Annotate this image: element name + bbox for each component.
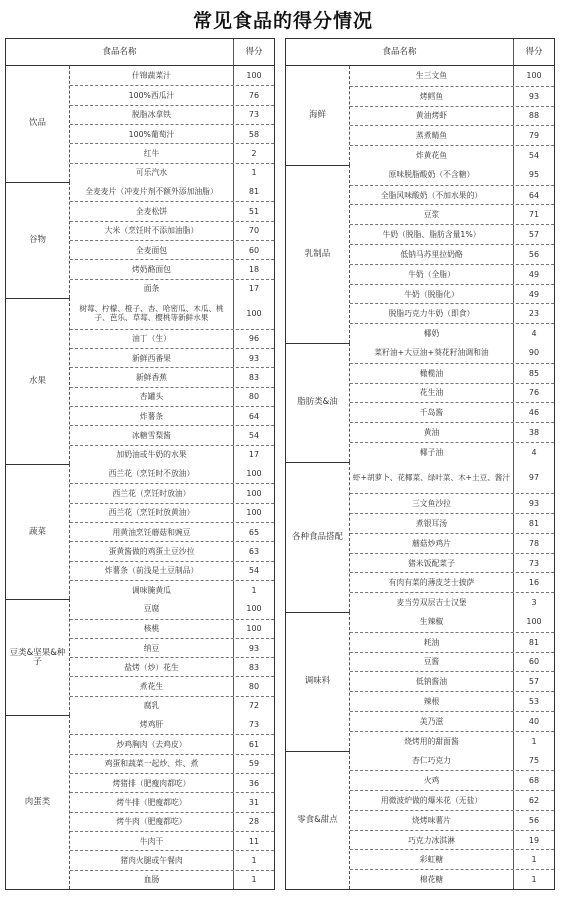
food-name-cell: 辣根 [350, 692, 514, 711]
score-cell: 85 [528, 368, 540, 378]
score-cell: 75 [528, 755, 540, 765]
table-row [70, 85, 274, 104]
score-cell: 59 [248, 759, 260, 769]
food-name-cell: 蘑菇炒鸡片 [350, 534, 514, 553]
table-row [350, 402, 554, 422]
food-name-cell: 用黄油烹饪蘑菇和豌豆 [70, 523, 234, 541]
table-row [350, 652, 554, 672]
score-cell: 71 [528, 210, 540, 220]
food-name-cell: 大米（烹饪时不添加油脂） [70, 222, 234, 240]
score-cell: 73 [248, 720, 260, 730]
food-name-cell: 纳豆 [70, 639, 234, 657]
score-cell: 23 [528, 309, 540, 319]
score-cell: 72 [248, 701, 260, 711]
food-name-cell: 烤鳕鱼 [350, 87, 514, 106]
table-row [350, 592, 554, 612]
food-name-cell: 冰糖雪梨酱 [70, 426, 234, 444]
table-row [350, 343, 554, 363]
table-row [350, 284, 554, 304]
table-row [70, 657, 274, 676]
score-cell: 81 [528, 637, 540, 647]
table-row [70, 812, 274, 831]
score-cell: 93 [528, 499, 540, 509]
table-row [70, 734, 274, 753]
category-label: 饮品 [6, 66, 70, 182]
score-cell: 93 [248, 353, 260, 363]
food-name-cell: 低钠马苏里拉奶酪 [350, 245, 514, 264]
score-cell: 57 [528, 230, 540, 240]
right-score-table [285, 38, 555, 890]
score-cell: 18 [248, 264, 260, 274]
score-cell: 1 [531, 736, 537, 746]
table-row [70, 483, 274, 502]
table-row [350, 165, 554, 185]
food-name-cell: 100%西瓜汁 [70, 86, 234, 104]
table-row [350, 513, 554, 533]
food-name-cell: 花生油 [350, 384, 514, 403]
food-name-cell: 煮银耳汤 [350, 514, 514, 533]
food-name-cell: 新鲜西番果 [70, 349, 234, 367]
food-name-cell: 面条 [70, 280, 234, 298]
category-label: 肉蛋类 [6, 715, 70, 889]
score-cell: 73 [528, 558, 540, 568]
score-cell: 81 [528, 519, 540, 528]
score-cell: 76 [248, 90, 260, 100]
score-cell: 78 [528, 538, 540, 548]
food-name-cell: 菜籽油+大豆油+葵花籽油调和油 [350, 343, 514, 363]
score-cell: 51 [248, 206, 260, 216]
table-row [70, 715, 274, 734]
table-row [70, 221, 274, 240]
food-name-cell: 低钠酱油 [350, 672, 514, 691]
food-name-cell: 烤牛排（肥瘦都吃） [70, 793, 234, 811]
score-cell: 31 [248, 798, 260, 808]
table-row [350, 323, 554, 343]
score-cell: 61 [248, 740, 260, 750]
food-name-cell: 彩虹糖 [350, 850, 514, 869]
food-name-cell: 杏仁巧克力 [350, 751, 514, 771]
food-name-cell: 棉花糖 [350, 870, 514, 889]
category-label: 调味料 [286, 612, 350, 750]
category-label: 蔬菜 [6, 464, 70, 599]
food-name-cell: 核桃 [70, 620, 234, 638]
score-cell: 100 [246, 488, 262, 498]
table-row [70, 638, 274, 657]
score-cell: 1 [531, 875, 537, 885]
table-row [70, 696, 274, 715]
table-row [70, 445, 274, 464]
food-name-cell: 黄油烤虾 [350, 107, 514, 126]
left-score-table [5, 38, 275, 890]
table-row [350, 86, 554, 106]
table-row [350, 363, 554, 383]
table-row [70, 676, 274, 695]
food-name-cell: 橄榄油 [350, 364, 514, 383]
score-cell: 83 [248, 662, 260, 672]
score-cell: 1 [251, 856, 257, 866]
table-row [350, 830, 554, 850]
category-label: 各种食品搭配 [286, 462, 350, 612]
table-row [70, 348, 274, 367]
food-name-cell: 火鸡 [350, 771, 514, 790]
food-name-cell: 炸薯条（前浅是土豆制品） [70, 562, 234, 580]
table-row [350, 303, 554, 323]
table-row [350, 553, 554, 573]
category-label: 豆类&坚果&种子 [6, 599, 70, 715]
food-name-cell: 烤鸡肝 [70, 715, 234, 734]
table-row [70, 831, 274, 850]
table-row [70, 541, 274, 560]
food-name-cell: 树莓、柠檬、橙子、杏、哈密瓜、木瓜、桃子、芭乐、草莓、樱桃等新鲜水果 [70, 298, 234, 329]
score-cell: 76 [528, 388, 540, 398]
food-name-cell: 脱脂冰拿铁 [70, 106, 234, 124]
table-row [350, 493, 554, 513]
table-row [350, 632, 554, 652]
food-name-cell: 千岛酱 [350, 403, 514, 422]
table-row [350, 770, 554, 790]
header-food-name: 食品名称 [6, 39, 234, 65]
food-name-cell: 美乃滋 [350, 712, 514, 731]
table-row [70, 503, 274, 522]
food-name-cell: 鸡蛋和蔬菜一起炒、炸、煮 [70, 755, 234, 773]
table-row [70, 792, 274, 811]
table-row [350, 224, 554, 244]
food-name-cell: 牛奶（全脂） [350, 265, 514, 284]
table-row [350, 125, 554, 145]
food-name-cell: 炸薯条 [70, 407, 234, 425]
food-name-cell: 豆腐 [70, 599, 234, 618]
score-cell: 54 [528, 151, 540, 161]
score-cell: 1 [251, 875, 257, 885]
score-cell: 1 [251, 585, 257, 595]
table-row [350, 572, 554, 592]
food-name-cell: 全脂风味酸奶（不加水果的） [350, 186, 514, 205]
score-cell: 53 [528, 697, 540, 707]
table-row [70, 425, 274, 444]
table-row [350, 422, 554, 442]
food-name-cell: 盐烤（炒）花生 [70, 658, 234, 676]
score-cell: 80 [248, 392, 260, 402]
table-row [70, 143, 274, 162]
score-cell: 100 [526, 617, 542, 627]
score-cell: 83 [248, 373, 260, 383]
food-name-cell: 黄油 [350, 423, 514, 442]
score-cell: 100 [246, 71, 262, 81]
food-name-cell: 油丁（生） [70, 330, 234, 348]
score-cell: 70 [248, 226, 260, 236]
food-name-cell: 生辣椒 [350, 612, 514, 632]
table-row [70, 201, 274, 220]
table-row [70, 124, 274, 143]
score-cell: 54 [248, 430, 260, 440]
category-label: 海鲜 [286, 66, 350, 165]
category-label: 谷物 [6, 182, 70, 298]
table-row [70, 329, 274, 348]
table-row [350, 711, 554, 731]
score-cell: 49 [528, 269, 540, 279]
table-row [70, 279, 274, 298]
table-row [350, 671, 554, 691]
food-name-cell: 烤牛肉（肥瘦都吃） [70, 813, 234, 831]
table-row [70, 406, 274, 425]
score-cell: 73 [248, 110, 260, 120]
food-name-cell: 100%葡萄汁 [70, 125, 234, 143]
table-row [70, 850, 274, 869]
food-name-cell: 炸黄花鱼 [350, 146, 514, 165]
score-cell: 88 [528, 111, 540, 121]
table-row [350, 790, 554, 810]
score-cell: 96 [248, 334, 260, 344]
food-name-cell: 耗油 [350, 633, 514, 652]
header-score: 得分 [245, 46, 263, 57]
table-row [350, 185, 554, 205]
table-row [70, 773, 274, 792]
table-row [70, 387, 274, 406]
table-row [350, 849, 554, 869]
score-cell: 68 [528, 776, 540, 786]
table-row [350, 383, 554, 403]
score-cell: 49 [528, 289, 540, 299]
food-name-cell: 脱脂巧克力牛奶（即食） [350, 304, 514, 323]
food-name-cell: 西兰花（烹饪时放油） [70, 484, 234, 502]
table-row [350, 442, 554, 462]
table-row [350, 533, 554, 553]
score-cell: 60 [248, 245, 260, 255]
table-row [350, 244, 554, 264]
table-row [350, 106, 554, 126]
food-name-cell: 煮花生 [70, 677, 234, 695]
food-name-cell: 虾+胡萝卜、花椰菜、绿叶菜、木+土豆、酱汁 [350, 462, 514, 494]
score-cell: 58 [248, 129, 260, 139]
score-cell: 81 [248, 187, 260, 197]
table-row [70, 298, 274, 329]
table-row [70, 163, 274, 182]
food-name-cell: 用微波炉做的爆米花（无盐） [350, 791, 514, 810]
table-row [70, 240, 274, 259]
score-cell: 16 [528, 578, 540, 588]
score-cell: 80 [248, 682, 260, 692]
food-name-cell: 全麦松饼 [70, 202, 234, 220]
food-name-cell: 有肉有菜的薄皮芝士披萨 [350, 573, 514, 592]
score-cell: 17 [248, 284, 260, 294]
food-name-cell: 麦当劳双层吉士汉堡 [350, 593, 514, 612]
table-row [350, 869, 554, 889]
food-name-cell: 牛奶（脱脂、脂肪含量1%） [350, 225, 514, 244]
score-cell: 100 [246, 604, 262, 614]
table-row [350, 612, 554, 632]
food-name-cell: 蛋黄酱做的鸡蛋土豆沙拉 [70, 542, 234, 560]
category-label: 零食&甜点 [286, 751, 350, 889]
food-name-cell: 西兰花（烹饪时不放油） [70, 464, 234, 483]
page-title: 常见食品的得分情况 [192, 10, 373, 32]
food-name-cell: 牛肉干 [70, 832, 234, 850]
score-cell: 4 [531, 329, 537, 339]
score-cell: 56 [528, 249, 540, 259]
table-row [350, 66, 554, 86]
food-name-cell: 猪米饭配菜子 [350, 554, 514, 573]
table-row [350, 751, 554, 771]
food-name-cell: 烧烤味薯片 [350, 811, 514, 830]
score-cell: 17 [248, 450, 260, 460]
score-cell: 1 [251, 168, 257, 178]
score-cell: 93 [248, 643, 260, 653]
score-cell: 100 [246, 469, 262, 479]
food-name-cell: 烧烤用的甜面酱 [350, 732, 514, 751]
table-row [70, 599, 274, 618]
score-cell: 64 [248, 411, 260, 421]
score-cell: 28 [248, 817, 260, 827]
score-cell: 3 [531, 598, 537, 608]
food-name-cell: 血肠 [70, 871, 234, 889]
score-cell: 40 [528, 716, 540, 726]
food-name-cell: 炒鸡胸肉（去鸡皮） [70, 735, 234, 753]
food-name-cell: 全麦麦片（冲麦片剂不额外添加油脂） [70, 182, 234, 201]
table-row [70, 259, 274, 278]
table-row [70, 754, 274, 773]
food-name-cell: 腐乳 [70, 697, 234, 715]
score-cell: 57 [528, 677, 540, 687]
food-name-cell: 巧克力冰淇淋 [350, 831, 514, 850]
score-cell: 93 [528, 91, 540, 101]
table-row [350, 264, 554, 284]
score-cell: 90 [528, 348, 540, 358]
table-header [286, 39, 554, 66]
score-cell: 1 [531, 855, 537, 865]
table-row [70, 66, 274, 85]
food-name-cell: 全麦面包 [70, 241, 234, 259]
score-cell: 97 [528, 472, 540, 482]
food-name-cell: 加奶油或牛奶的水果 [70, 446, 234, 464]
food-name-cell: 调味腌黄瓜 [70, 581, 234, 599]
table-row [70, 870, 274, 889]
score-cell: 100 [246, 624, 262, 634]
score-cell: 64 [528, 190, 540, 200]
score-cell: 46 [528, 408, 540, 418]
food-name-cell: 椰子油 [350, 443, 514, 462]
food-name-cell: 豆浆 [350, 205, 514, 224]
food-name-cell: 烤猪排（肥瘦肉都吃） [70, 774, 234, 792]
food-name-cell: 牛奶（脱脂化） [350, 285, 514, 304]
table-row [350, 145, 554, 165]
table-row [70, 522, 274, 541]
food-name-cell: 新鲜香蕉 [70, 368, 234, 386]
table-row [70, 182, 274, 201]
score-cell: 100 [246, 308, 262, 318]
score-cell: 56 [528, 815, 540, 825]
table-row [70, 561, 274, 580]
food-name-cell: 西兰花（烹饪时放黄油） [70, 504, 234, 522]
food-name-cell: 三文鱼沙拉 [350, 494, 514, 513]
score-cell: 63 [248, 546, 260, 556]
table-row [350, 691, 554, 711]
food-name-cell: 原味脱脂酸奶（不含糖） [350, 165, 514, 185]
table-row [70, 580, 274, 599]
score-cell: 11 [248, 836, 260, 846]
food-name-cell: 可乐汽水 [70, 164, 234, 182]
food-name-cell: 椰奶 [350, 324, 514, 343]
food-name-cell: 猪肉火腿或午餐肉 [70, 851, 234, 869]
food-name-cell: 生三文鱼 [350, 66, 514, 86]
category-label: 水果 [6, 298, 70, 464]
table-row [350, 731, 554, 751]
score-cell: 54 [248, 566, 260, 576]
score-cell: 19 [528, 835, 540, 845]
score-cell: 79 [528, 131, 540, 141]
score-cell: 2 [251, 148, 257, 158]
score-cell: 4 [531, 447, 537, 457]
score-cell: 65 [248, 527, 260, 537]
table-row [70, 105, 274, 124]
header-score: 得分 [525, 46, 543, 57]
food-name-cell: 什锦蔬菜汁 [70, 66, 234, 85]
food-name-cell: 蒸煮鲭鱼 [350, 126, 514, 145]
table-row [350, 462, 554, 494]
score-cell: 62 [528, 795, 540, 805]
food-name-cell: 红牛 [70, 144, 234, 162]
score-cell: 100 [526, 71, 542, 81]
score-cell: 38 [528, 427, 540, 437]
score-cell: 36 [248, 778, 260, 788]
food-name-cell: 杏罐头 [70, 388, 234, 406]
table-row [350, 810, 554, 830]
category-label: 脂肪类&油 [286, 343, 350, 462]
table-row [70, 367, 274, 386]
table-row [350, 204, 554, 224]
score-cell: 95 [528, 170, 540, 180]
food-name-cell: 豆酱 [350, 653, 514, 672]
score-cell: 100 [246, 508, 262, 518]
header-food-name: 食品名称 [286, 39, 514, 65]
table-row [70, 464, 274, 483]
score-cell: 60 [528, 657, 540, 667]
table-row [70, 619, 274, 638]
food-name-cell: 烤奶酪面包 [70, 260, 234, 278]
table-header [6, 39, 274, 66]
category-label: 乳制品 [286, 165, 350, 343]
